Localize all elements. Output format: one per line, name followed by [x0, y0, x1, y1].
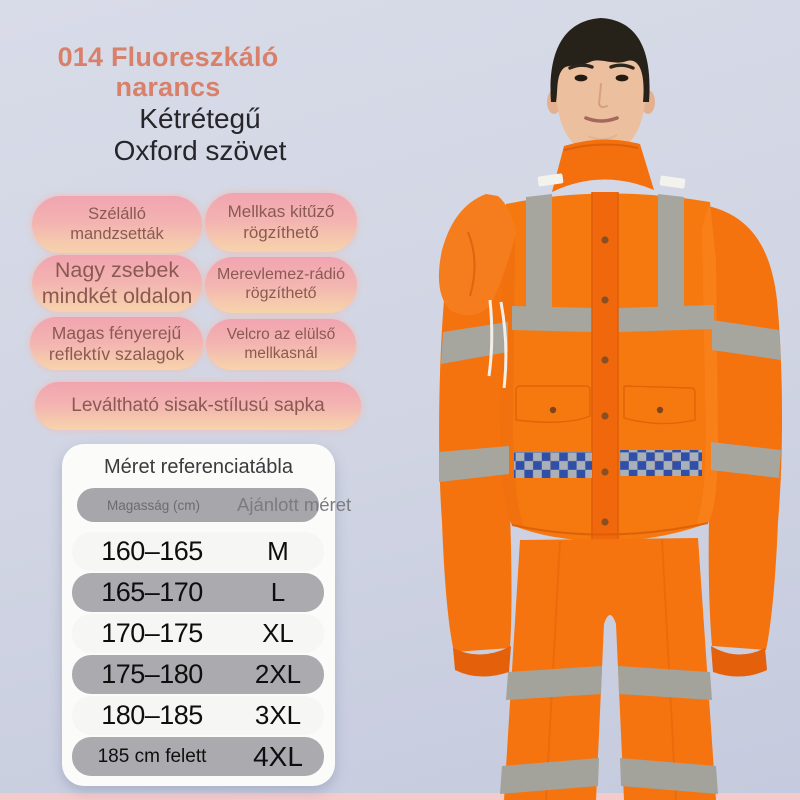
checker-band [620, 450, 702, 476]
recommended-size: 3XL [254, 700, 302, 730]
table-row [72, 655, 324, 694]
product-subtitle [28, 103, 372, 167]
feature-badge-label: Nagy zsebek mindkét oldalon [41, 257, 193, 308]
table-row [72, 737, 324, 776]
size-table-rows [72, 532, 324, 778]
table-row [72, 614, 324, 653]
table-row [72, 696, 324, 735]
recommended-size: XL [262, 618, 294, 648]
recommended-size: 4XL [253, 740, 303, 772]
height-range: 165–170 [101, 577, 203, 607]
feature-badge-windproof-cuffs [32, 196, 202, 253]
product-title-line1: 014 Fluoreszkáló [57, 42, 279, 72]
feature-badge-detachable-hood [35, 382, 361, 430]
feature-badge-label: Magas fényerejű reflektív szalagok [48, 322, 185, 364]
product-subtitle-line2: Oxford szövet [113, 135, 287, 166]
face [547, 18, 655, 160]
size-table-title: Méret referenciatábla [104, 456, 293, 478]
checker-band [514, 452, 592, 478]
feature-badge-velcro-chest [206, 319, 356, 370]
size-reference-table [62, 444, 352, 786]
feature-badge-label: Mellkas kitűző rögzíthető [227, 202, 335, 242]
product-title-line2: narancs [115, 72, 221, 102]
height-range: 180–185 [101, 700, 203, 730]
feature-badge-chest-badge [205, 193, 357, 252]
person [439, 18, 782, 800]
height-range: 160–165 [101, 536, 203, 566]
table-row [72, 573, 324, 612]
height-range: 175–180 [101, 659, 203, 689]
feature-badge-label: Szélálló mandzsetták [70, 205, 164, 243]
model-photo [420, 0, 800, 800]
feature-badge-label: Leváltható sisak-stílusú sapka [71, 394, 325, 416]
recommended-size: M [267, 536, 289, 566]
product-subtitle-line1: Kétrétegű [139, 103, 261, 134]
product-title [28, 42, 308, 102]
feature-badge-label: Velcro az elülső mellkasnál [226, 326, 336, 362]
feature-badge-reflective-tapes [30, 317, 203, 370]
height-range: 170–175 [101, 618, 203, 648]
column-header-size: Ajánlott méret [237, 494, 352, 515]
feature-badge-label: Merevlemez-rádió rögzíthető [216, 266, 346, 302]
size-table-header [77, 488, 352, 522]
table-row [72, 532, 324, 571]
recommended-size: L [270, 577, 286, 607]
hi-vis-pants [500, 538, 718, 800]
recommended-size: 2XL [254, 659, 302, 689]
column-header-height: Magasság (cm) [107, 497, 201, 513]
height-range: 185 cm felett [97, 745, 207, 767]
feature-badge-radio-mount [205, 257, 357, 313]
feature-badge-large-pockets [32, 255, 202, 312]
